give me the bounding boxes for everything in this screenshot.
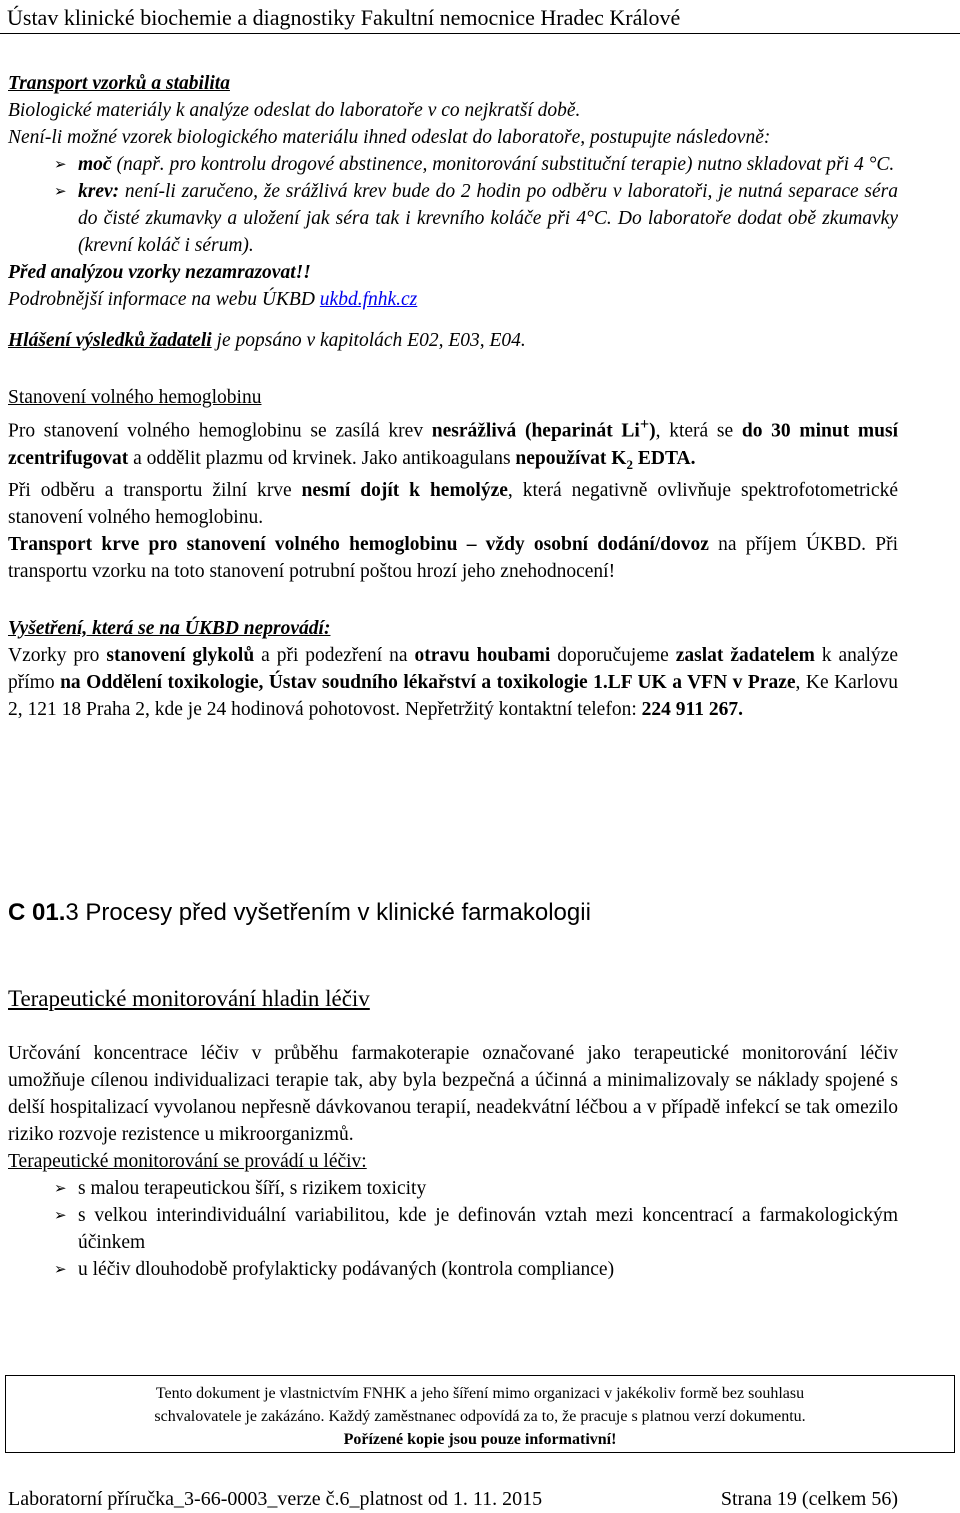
ukbd-link[interactable]: ukbd.fnhk.cz bbox=[319, 289, 418, 310]
hb-text-b: nesrážlivá (heparinát Li bbox=[431, 420, 640, 442]
hb-sup: + bbox=[639, 415, 650, 433]
hb3-a: Transport krve pro stanovení volného hemoglobinu – vždy osobní dodání/dovoz bbox=[8, 534, 709, 556]
transport-p2: Není-li možné vzorek biologického materiálu ihned odeslat do laboratoře, postupujte následovně: bbox=[8, 127, 771, 148]
transport-title: Transport vzorků a stabilita bbox=[8, 73, 230, 94]
hb-text-g: nepoužívat K bbox=[515, 447, 627, 469]
not-done-text bbox=[8, 642, 898, 723]
report-label: Hlášení výsledků žadateli bbox=[8, 330, 212, 351]
report-line bbox=[8, 327, 898, 354]
hb2-c: , která negativně ovlivňuje spektrofotometrické stanovení volného hemoglobinu. bbox=[8, 480, 898, 529]
tdm-title: Terapeutické monitorování hladin léčiv bbox=[8, 986, 370, 1011]
freeze-warning: Před analýzou vzorky nezamrazovat!! bbox=[8, 262, 311, 283]
nd-8: na Oddělení toxikologie, Ústav soudního lékařství a toxikologie 1.LF UK a VFN v Praze bbox=[60, 672, 796, 694]
nd-6: zaslat žadatelem bbox=[675, 645, 815, 667]
notice-line: schvalovatele je zakázáno. Každý zaměstnanec odpovídá za to, že pracuje s platnou verzí dokumentu. bbox=[154, 1408, 806, 1425]
tdm-paragraph: Určování koncentrace léčiv v průběhu farmakoterapie označované jako terapeutické monitorování léčiv umožňuje cílenou individualizaci terapie tak, aby byla bezpečná a účinná a minimalizovaly se náklady spojené s delší hospitalizací vyvolanou nepřesně dávkovanou terapií, neadekvátní léčbou a v případě infekcí se tak omezilo riziko rozvoje rezistence u mikroorganizmů. bbox=[8, 1043, 898, 1145]
tdm-section bbox=[8, 982, 898, 1283]
section-num: C 01. bbox=[8, 899, 66, 926]
arrow-bullet-icon: ➢ bbox=[54, 1206, 67, 1224]
arrow-bullet-icon: ➢ bbox=[54, 182, 67, 200]
hb2-a: Při odběru a transportu žilní krve bbox=[8, 480, 302, 502]
hb-text-c: ) bbox=[649, 420, 656, 442]
urine-label: moč bbox=[78, 154, 112, 175]
page-header: Ústav klinické biochemie a diagnostiky Fakultní nemocnice Hradec Králové bbox=[0, 4, 960, 34]
list-item bbox=[8, 151, 898, 178]
hemoglobin-title: Stanovení volného hemoglobinu bbox=[8, 387, 262, 408]
list-item bbox=[8, 178, 898, 259]
hb-text-h: EDTA. bbox=[632, 447, 696, 469]
tdm-item-text: s velkou interindividuální variabilitou, kde je definován vztah mezi koncentrací a farmakologickým účinkem bbox=[78, 1205, 898, 1253]
list-item bbox=[8, 1175, 898, 1202]
hb-text-d: , která se bbox=[655, 420, 742, 442]
nd-7: k analýze přímo bbox=[8, 645, 898, 694]
info-line bbox=[8, 286, 898, 313]
report-text: je popsáno v kapitolách E02, E03, E04. bbox=[211, 330, 526, 351]
blood-text: není-li zaručeno, že srážlivá krev bude do 2 hodin po odběru v laboratoři, je nutná separace séra do čisté zkumavky a uložení jak séra tak i krevního koláče při 4°C. Do laboratoře dodat obě zkumavky (krevní koláč i sérum). bbox=[78, 181, 898, 256]
main-content bbox=[8, 70, 898, 723]
tdm-list bbox=[8, 1175, 898, 1283]
list-item bbox=[8, 1256, 898, 1283]
nd-4: otravu houbami bbox=[414, 645, 551, 667]
nd-10: 224 911 267. bbox=[641, 699, 743, 721]
hb-text-a: Pro stanovení volného hemoglobinu se zasílá krev bbox=[8, 420, 432, 442]
hb3-b: na příjem ÚKBD. Při transportu vzorku na toto stanovení potrubní poštou hrozí jeho znehodnocení! bbox=[8, 534, 898, 583]
nd-2: stanovení glykolů bbox=[106, 645, 255, 667]
tdm-item-text: s malou terapeutickou šíří, s rizikem toxicity bbox=[78, 1178, 427, 1199]
nd-5: doporučujeme bbox=[550, 645, 676, 667]
transport-list bbox=[8, 151, 898, 259]
hemoglobin-section bbox=[8, 384, 898, 723]
blood-label: krev: bbox=[78, 181, 120, 202]
ownership-notice bbox=[5, 1375, 955, 1453]
not-done-title: Vyšetření, která se na ÚKBD neprovádí: bbox=[8, 618, 331, 640]
section-title: 3 Procesy před vyšetřením v klinické farmakologii bbox=[65, 899, 591, 926]
info-prefix: Podrobnější informace na webu ÚKBD bbox=[8, 289, 320, 310]
page-number: Strana 19 (celkem 56) bbox=[720, 1488, 898, 1510]
nd-3: a při podezření na bbox=[254, 645, 415, 667]
nd-9: , Ke Karlovu 2, 121 18 Praha 2, kde je 24 hodinová pohotovost. Nepřetržitý kontaktní telefon: bbox=[8, 672, 898, 721]
hemoglobin-p2 bbox=[8, 477, 898, 531]
document-id: Laboratorní příručka_3-66-0003_verze č.6_platnost od 1. 11. 2015 bbox=[8, 1488, 543, 1510]
arrow-bullet-icon: ➢ bbox=[54, 1260, 67, 1278]
hemoglobin-p3 bbox=[8, 531, 898, 585]
tdm-item-text: u léčiv dlouhodobě profylakticky podávaných (kontrola compliance) bbox=[78, 1259, 615, 1280]
urine-text: (např. pro kontrolu drogové abstinence, monitorování substituční terapie) nutno skladovat při 4 °C. bbox=[111, 154, 895, 175]
hb-sub: 2 bbox=[626, 456, 633, 472]
hb-text-f: a oddělit plazmu od krvinek. Jako antikoagulans bbox=[128, 447, 516, 469]
hb2-b: nesmí dojít k hemolýze bbox=[301, 480, 508, 502]
nd-1: Vzorky pro bbox=[8, 645, 107, 667]
notice-line: Pořízené kopie jsou pouze informativní! bbox=[343, 1431, 617, 1448]
notice-line: Tento dokument je vlastnictvím FNHK a jeho šíření mimo organizaci v jakékoliv formě bez souhlasu bbox=[155, 1385, 805, 1402]
arrow-bullet-icon: ➢ bbox=[54, 1179, 67, 1197]
transport-p1: Biologické materiály k analýze odeslat do laboratoře v co nejkratší době. bbox=[8, 100, 581, 121]
arrow-bullet-icon: ➢ bbox=[54, 155, 67, 173]
hemoglobin-p1 bbox=[8, 411, 898, 477]
list-item bbox=[8, 1202, 898, 1256]
tdm-list-title: Terapeutické monitorování se provádí u léčiv: bbox=[8, 1151, 367, 1172]
hb-text-e: do 30 minut musí zcentrifugovat bbox=[8, 420, 898, 469]
page-footer bbox=[8, 1486, 898, 1512]
section-heading bbox=[8, 896, 591, 930]
